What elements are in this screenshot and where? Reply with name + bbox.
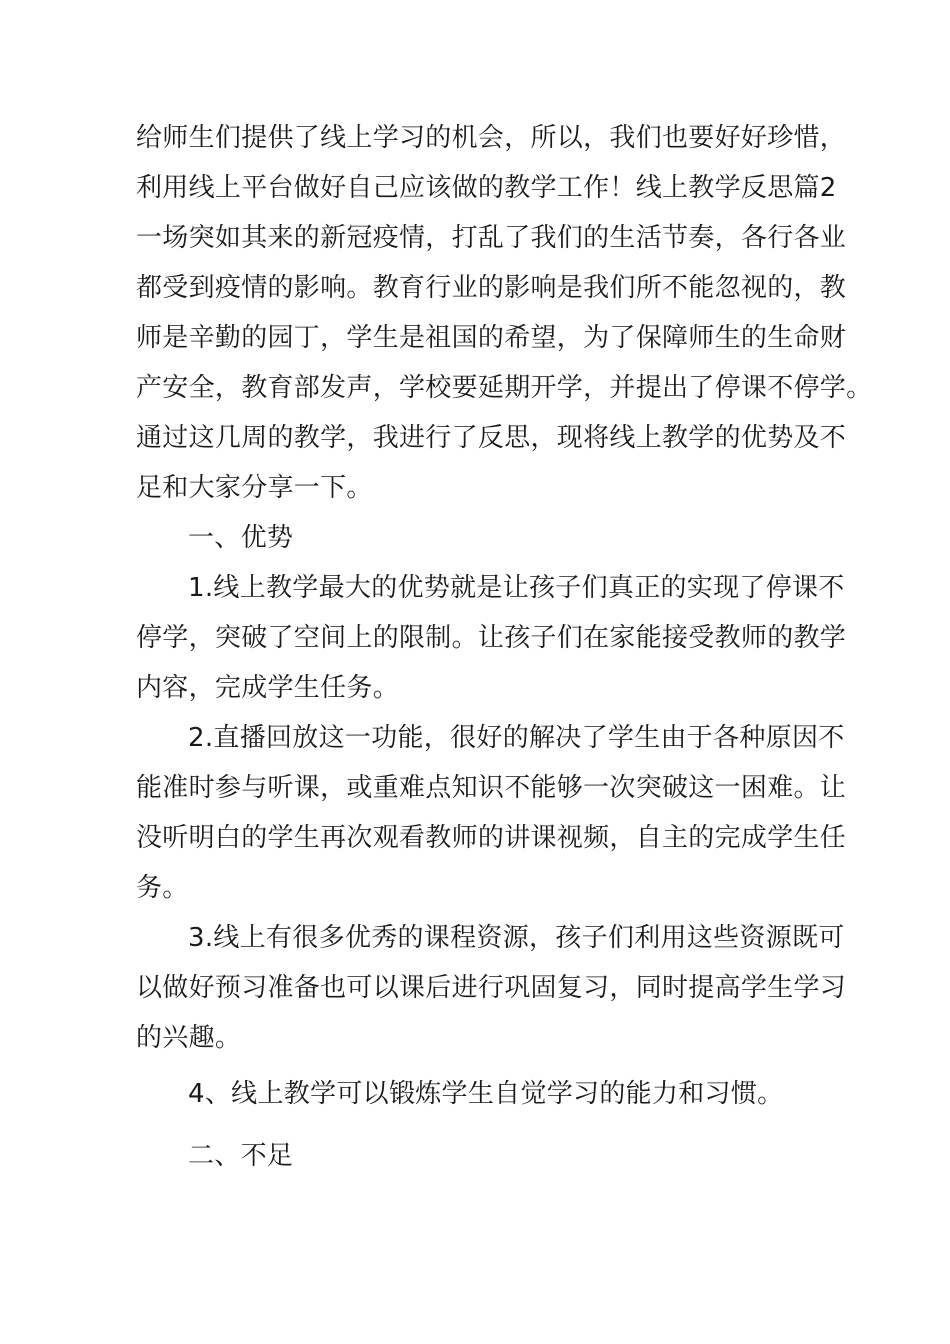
item2-line-4: 务。 (136, 873, 189, 903)
intro-line-3: 一场突如其来的新冠疫情，打乱了我们的生活节奏，各行各业 (136, 223, 847, 253)
item3-line-3: 的兴趣。 (136, 1023, 242, 1053)
intro-line-2: 利用线上平台做好自己应该做的教学工作！线上教学反思篇2 (136, 173, 837, 203)
item3-line-1: 3.线上有很多优秀的课程资源，孩子们利用这些资源既可 (188, 923, 845, 953)
section-heading-advantages: 一、优势 (188, 523, 294, 553)
item1-line-1: 1.线上教学最大的优势就是让孩子们真正的实现了停课不 (188, 573, 845, 603)
item2-line-3: 没听明白的学生再次观看教师的讲课视频，自主的完成学生任 (136, 823, 847, 853)
intro-line-5: 师是辛勤的园丁，学生是祖国的希望，为了保障师生的生命财 (136, 323, 847, 353)
item1-line-3: 内容，完成学生任务。 (136, 673, 400, 703)
intro-line-1: 给师生们提供了线上学习的机会，所以，我们也要好好珍惜， (136, 123, 847, 153)
item2-line-1: 2.直播回放这一功能，很好的解决了学生由于各种原因不 (188, 723, 845, 753)
item3-line-2: 以做好预习准备也可以课后进行巩固复习，同时提高学生学习 (136, 973, 847, 1003)
item4-line: 4、线上教学可以锻炼学生自觉学习的能力和习惯。 (188, 1079, 784, 1109)
section-heading-shortcomings: 二、不足 (188, 1141, 294, 1171)
item1-line-2: 停学，突破了空间上的限制。让孩子们在家能接受教师的教学 (136, 623, 847, 653)
intro-line-8: 足和大家分享一下。 (136, 473, 373, 503)
intro-line-6: 产安全，教育部发声，学校要延期开学，并提出了停课不停学。 (136, 373, 873, 403)
intro-line-4: 都受到疫情的影响。教育行业的影响是我们所不能忽视的，教 (136, 273, 847, 303)
item2-line-2: 能准时参与听课，或重难点知识不能够一次突破这一困难。让 (136, 773, 847, 803)
intro-line-7: 通过这几周的教学，我进行了反思，现将线上教学的优势及不 (136, 423, 847, 453)
